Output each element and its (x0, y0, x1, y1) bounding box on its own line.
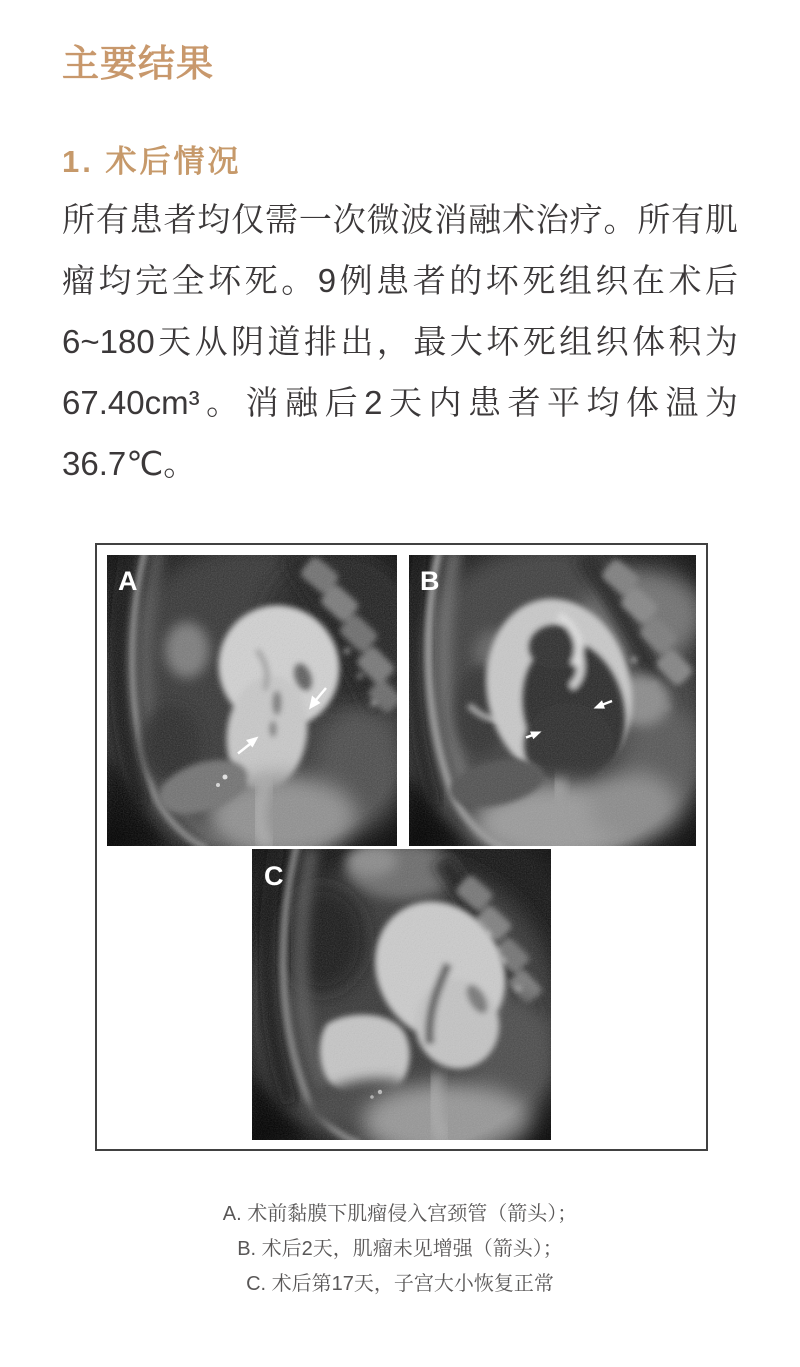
mri-label-c: C (264, 861, 284, 891)
mri-label-b: B (420, 566, 440, 596)
section-title: 主要结果 (62, 44, 214, 85)
paragraph-line: 67.40cm³。消融后2天内患者平均体温为 (62, 384, 738, 421)
subsection-title: 1. 术后情况 (62, 144, 242, 179)
caption-line-a: A. 术前黏膜下肌瘤侵入宫颈管（箭头）； (222, 1203, 578, 1225)
paragraph-line: 瘤均完全坏死。9例患者的坏死组织在术后 (62, 262, 738, 299)
mri-image-c (252, 849, 551, 1140)
mri-image-b (409, 555, 696, 846)
paragraph-line: 36.7℃。 (62, 445, 197, 482)
paragraph-line: 所有患者均仅需一次微波消融术治疗。所有肌 (62, 201, 738, 238)
figure-top-row (107, 555, 696, 846)
caption-line-c: C. 术后第17天，子宫大小恢复正常 (246, 1273, 554, 1295)
caption-line-b: B. 术后2天，肌瘤未见增强（箭头）； (237, 1238, 563, 1260)
mri-scan-b (409, 555, 696, 846)
figure-caption (0, 1197, 800, 1302)
body-paragraph (62, 189, 738, 494)
mri-scan-c (252, 849, 551, 1140)
figure-bottom-row (107, 849, 696, 1140)
figure-panel (95, 543, 708, 1151)
paragraph-line: 6~180天从阴道排出，最大坏死组织体积为 (62, 323, 738, 360)
mri-image-a (107, 555, 397, 846)
mri-scan-a (107, 555, 397, 846)
mri-label-a: A (118, 566, 138, 596)
